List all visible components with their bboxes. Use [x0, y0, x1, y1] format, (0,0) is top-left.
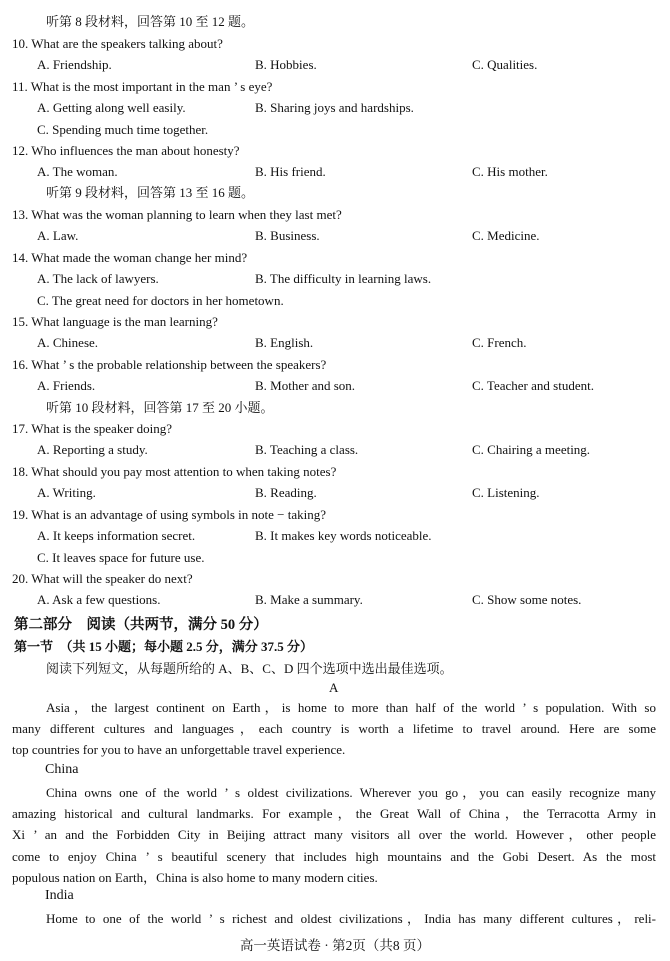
china-heading: China: [45, 762, 79, 777]
instruction-section-10: 听第 10 段材料，回答第 17 至 20 小题。: [46, 400, 274, 415]
question-20: 20. What will the speaker do next?: [12, 571, 193, 586]
question-10: 10. What are the speakers talking about?: [12, 36, 223, 51]
question-13: 13. What was the woman planning to learn when they last met?: [12, 207, 342, 222]
q14-option-b: B. The difficulty in learning laws.: [255, 271, 432, 286]
q12-option-b: B. His friend.: [255, 164, 326, 179]
india-line: Home to one of the world ’ s richest and oldest civilizations，India has many different cultures，reli-: [46, 911, 656, 926]
q17-option-a: A. Reporting a study.: [37, 442, 148, 457]
question-15: 15. What language is the man learning?: [12, 314, 218, 329]
part-two-title: 第二部分 阅读（共两节，满分 50 分）: [14, 617, 268, 633]
q15-option-c: C. French.: [472, 335, 527, 350]
question-19: 19. What is an advantage of using symbols in note − taking?: [12, 507, 326, 522]
reading-instruction: 阅读下列短文，从每题所给的 A、B、C、D 四个选项中选出最佳选项。: [46, 661, 453, 676]
q11-option-b: B. Sharing joys and hardships.: [255, 100, 414, 115]
q17-option-c: C. Chairing a meeting.: [472, 442, 591, 457]
q13-option-a: A. Law.: [37, 228, 79, 243]
q13-option-b: B. Business.: [255, 228, 320, 243]
section-one-title: 第一节 （共 15 小题；每小题 2.5 分，满分 37.5 分）: [14, 639, 314, 654]
q15-option-a: A. Chinese.: [37, 335, 99, 350]
q13-option-c: C. Medicine.: [472, 228, 540, 243]
q16-option-c: C. Teacher and student.: [472, 378, 594, 393]
question-11: 11. What is the most important in the man ’ s eye?: [12, 79, 273, 94]
question-12: 12. Who influences the man about honesty?: [12, 143, 240, 158]
passage-label: A: [329, 680, 339, 695]
q19-option-b: B. It makes key words noticeable.: [255, 528, 432, 543]
china-paragraph: [12, 782, 656, 888]
page-footer: 高一英语试卷 · 第2页（共8 页）: [239, 938, 431, 953]
q20-option-a: A. Ask a few questions.: [37, 592, 161, 607]
question-14: 14. What made the woman change her mind?: [12, 250, 248, 265]
q12-option-c: C. His mother.: [472, 164, 548, 179]
china-line: amazing historical and cultural landmarks. For example，the Great Wall of China，the Terracotta Army in: [12, 806, 656, 822]
q12-option-a: A. The woman.: [37, 164, 118, 179]
q16-option-a: A. Friends.: [37, 378, 96, 393]
question-17: 17. What is the speaker doing?: [12, 421, 173, 436]
q20-option-b: B. Make a summary.: [255, 592, 363, 607]
q15-option-b: B. English.: [255, 335, 314, 350]
q10-option-b: B. Hobbies.: [255, 57, 317, 72]
question-16: 16. What ’ s the probable relationship between the speakers?: [12, 357, 327, 372]
q19-option-a: A. It keeps information secret.: [37, 528, 196, 543]
q10-option-a: A. Friendship.: [37, 57, 112, 72]
q20-option-c: C. Show some notes.: [472, 592, 582, 607]
q14-option-a: A. The lack of lawyers.: [37, 271, 159, 286]
q11-option-c: C. Spending much time together.: [37, 122, 209, 137]
intro-line: many different cultures and languages，each country is worth a lifetime to travel around. Here are some: [12, 721, 656, 737]
q18-option-a: A. Writing.: [37, 485, 96, 500]
q14-option-c: C. The great need for doctors in her hometown.: [37, 293, 284, 308]
q17-option-b: B. Teaching a class.: [255, 442, 359, 457]
india-heading: India: [45, 888, 74, 903]
intro-line: top countries for you to have an unforgettable travel experience.: [12, 742, 346, 758]
q10-option-c: C. Qualities.: [472, 57, 538, 72]
china-line: China owns one of the world ’ s oldest civilizations. Wherever you go，you can easily recognize many: [46, 785, 656, 800]
instruction-section-8: 听第 8 段材料，回答第 10 至 12 题。: [46, 14, 255, 29]
china-line: populous nation on Earth，China is also home to many modern cities.: [12, 869, 378, 885]
china-line: come to enjoy China ’ s beautiful scenery that includes high mountains and the Gobi Desert. As the most: [12, 848, 656, 864]
q19-option-c: C. It leaves space for future use.: [37, 550, 205, 565]
intro-line: Asia，the largest continent on Earth，is home to more than half of the world ’ s population. With so: [46, 700, 656, 715]
india-paragraph: [12, 908, 656, 929]
q11-option-a: A. Getting along well easily.: [37, 100, 186, 115]
instruction-section-9: 听第 9 段材料，回答第 13 至 16 题。: [46, 185, 255, 200]
question-18: 18. What should you pay most attention to when taking notes?: [12, 464, 337, 479]
q18-option-c: C. Listening.: [472, 485, 540, 500]
q16-option-b: B. Mother and son.: [255, 378, 356, 393]
q18-option-b: B. Reading.: [255, 485, 317, 500]
china-line: Xi ’ an and the Forbidden City in Beijing attract many visitors all over the world. However，other people: [12, 827, 656, 843]
intro-paragraph: [12, 697, 656, 761]
